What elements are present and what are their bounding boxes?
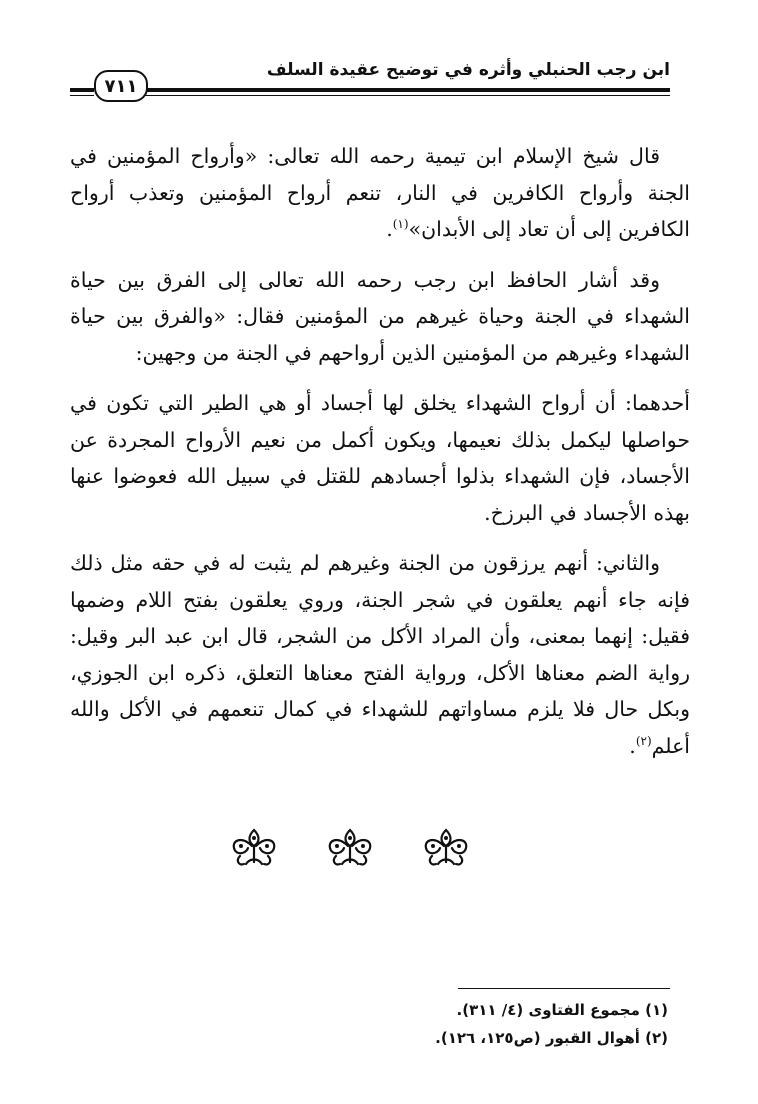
footnotes [168, 996, 668, 1052]
header-rule [130, 88, 670, 92]
fleuron-icon [326, 826, 374, 870]
paragraph-first-aspect [70, 385, 690, 531]
footnote-1: (١) مجموع الفتاوى (٤/ ٣١١). [456, 1001, 668, 1019]
paragraph-ibn-rajab-intro [70, 262, 690, 372]
page-number: ٧١١ [94, 70, 148, 102]
paragraph-text: والثاني: أنهم يرزقون من الجنة وغيرهم لم يثبت له في حقه مثل ذلك فإنه جاء أنهم يعلقون في شجر الجنة، وروي يعلقون بفتح اللام وضمها فقيل: إنهما بمعنى، وأن المراد الأكل من الشجر، قال ابن عبد البر وقيل: رواية الضم معناها الأكل، ورواية الفتح معناها التعلق، ذكره ابن الجوزي، وبكل حال فلا يلزم مساواتهم للشهداء في كمال تنعمهم في الأكل والله أعلم [70, 551, 690, 758]
footnote-ref: (١) [392, 217, 409, 232]
paragraph-end: . [629, 733, 636, 758]
paragraph-text: أحدهما: أن أرواح الشهداء يخلق لها أجساد أو هي الطير التي تكون في حواصلها ليكمل بذلك نعيمها، ويكون أكمل من نعيم الأرواح المجردة عن الأجساد، فإن الشهداء بذلوا أجسادهم للقتل في سبيل الله فعوضوا عنها بهذه الأجساد في البرزخ. [70, 391, 690, 525]
header-rule-tail-thin [70, 95, 94, 96]
main-text [70, 138, 690, 778]
paragraph-end: . [386, 217, 393, 241]
footnote-ref: (٢) [635, 733, 652, 748]
running-header [70, 48, 670, 100]
footnote-2: (٢) أهوال القبور (ص١٢٥، ١٢٦). [435, 1029, 668, 1047]
paragraph-text: وقد أشار الحافظ ابن رجب رحمه الله تعالى إلى الفرق بين حياة الشهداء في الجنة وحياة غيرهم من المؤمنين فقال: «والفرق بين حياة الشهداء وغيرهم من المؤمنين الذين أرواحهم في الجنة من وجهين: [70, 267, 690, 365]
fleuron-icon [422, 826, 470, 870]
section-divider-ornaments [230, 826, 470, 874]
book-title: ابن رجب الحنبلي وأثره في توضيح عقيدة السلف [266, 60, 670, 80]
paragraph-second-aspect [70, 545, 690, 764]
fleuron-icon [230, 826, 278, 870]
footnote-separator [458, 988, 670, 989]
paragraph-quote-ibn-taymiyyah [70, 138, 690, 248]
paragraph-text: قال شيخ الإسلام ابن تيمية رحمه الله تعالى: «وأرواح المؤمنين في الجنة وأرواح الكافرين في النار، تنعم أرواح المؤمنين وتعذب أرواح الكافرين إلى أن تعاد إلى الأبدان» [70, 144, 690, 241]
header-rule-thin [130, 95, 670, 96]
header-rule-tail [70, 88, 94, 92]
